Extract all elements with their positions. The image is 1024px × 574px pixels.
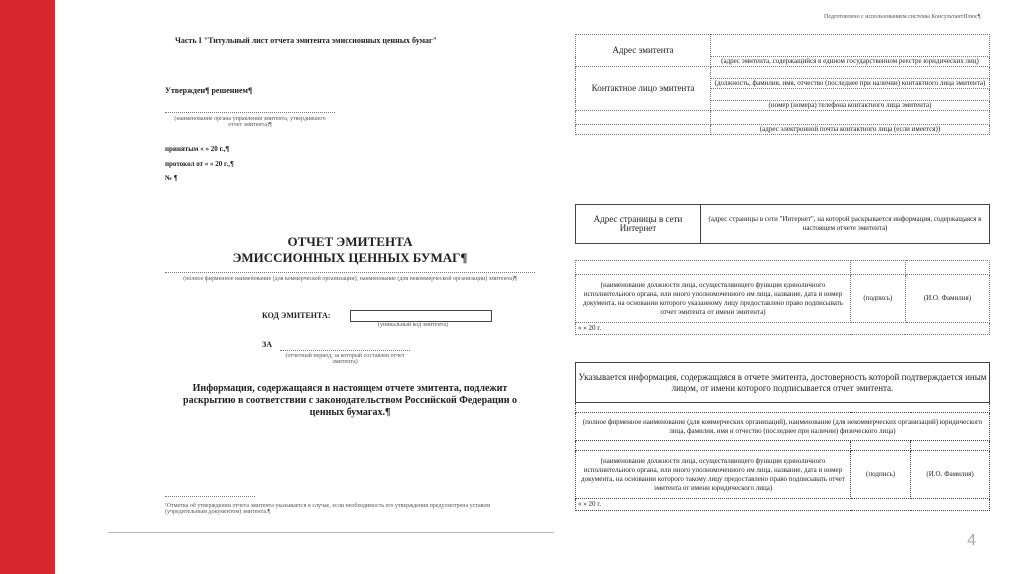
issuer-info-table bbox=[575, 34, 990, 135]
for-label: ЗА bbox=[262, 340, 272, 349]
name-hint-2: (И.О. Фамилия) bbox=[911, 451, 990, 499]
position-hint: (должность, фамилия, имя, отчество (последнее при наличии) контактного лица эмитента) bbox=[711, 79, 990, 89]
org-hint: (наименование органа управления эмитента, утвердившего отчет эмитента)¶ bbox=[174, 116, 326, 128]
phone-hint: (номер (номера) телефона контактного лица эмитента) bbox=[711, 101, 990, 111]
signature-table bbox=[575, 260, 990, 335]
page-number: 4 bbox=[967, 532, 976, 549]
address-value-cell bbox=[711, 35, 990, 57]
number-line: № ¶ bbox=[165, 174, 178, 182]
web-hint: (адрес страницы в сети "Интернет", на которой раскрывается информация, содержащаяся в настоящем отчете эмитента) bbox=[701, 205, 990, 244]
footnote-rule bbox=[165, 496, 255, 497]
date-line-2: « » 20 г. bbox=[576, 499, 990, 511]
header-note: Подготовлено с использованием системы КонсультантПлюс¶ bbox=[824, 14, 981, 20]
org-name-hint: (полное фирменное наименование (для коммерческих организаций), наименование (для некоммерческих организаций) юридического лица, фамилия, имя и отчество (последнее при наличии) физического лица) bbox=[576, 413, 990, 441]
approved-label: Утвержден¶ решением¶ bbox=[165, 86, 253, 95]
web-label: Адрес страницы в сети Интернет bbox=[576, 205, 701, 244]
signature-hint-2: (подпись) bbox=[851, 451, 911, 499]
web-table bbox=[575, 204, 990, 244]
org-name-cell bbox=[576, 403, 990, 413]
sign-position-cell-2 bbox=[576, 441, 851, 451]
code-field bbox=[350, 310, 492, 322]
protocol-line: протокол от « » 20 г.,¶ bbox=[165, 160, 234, 168]
red-side-bar bbox=[0, 0, 55, 574]
contact-label: Контактное лицо эмитента bbox=[576, 67, 711, 111]
sign-position-hint: (наименование должности лица, осуществляющего функции единоличного исполнительного органа, или иного уполномоченного им лица, название, дата и номер документа, на основании которого указанному лицу предоставлено право подписывать отчет эмитента от имени эмитента) bbox=[576, 275, 851, 323]
certify-text: Указывается информация, содержащаяся в отчете эмитента, достоверность которой подтверждается иным лицом, от имени которого подписывается отчет эмитента. bbox=[576, 363, 990, 403]
sign-position-hint-2: (наименование должности лица, осуществляющего функции единоличного исполнительного органа, или иного уполномоченного им лица, название, дата и номер документа, на основании которого такому лицу предоставлено право подписывать отчет эмитента от имени юридического лица) bbox=[576, 451, 851, 499]
name-cell-2 bbox=[911, 441, 990, 451]
date-line: « » 20 г. bbox=[576, 323, 990, 335]
address-label: Адрес эмитента bbox=[576, 35, 711, 67]
email-empty-cell bbox=[576, 111, 711, 125]
sign-cell bbox=[851, 261, 906, 275]
adopted-line: принятым « » 20 г.,¶ bbox=[165, 145, 230, 153]
org-line bbox=[165, 112, 335, 113]
certify-table bbox=[575, 362, 990, 511]
name-cell bbox=[905, 261, 989, 275]
disclosure-text: Информация, содержащаяся в настоящем отчете эмитента, подлежит раскрытию в соответствии с законодательством Российской Федерации о ценных бумагах.¶ bbox=[183, 383, 517, 418]
code-hint: (уникальный код эмитента) bbox=[378, 322, 449, 328]
footnote: ¹Отметка об утверждении отчета эмитента указывается в случае, если необходимость его утверждения предусмотрена уставом (учредительным документом) эмитента.¶ bbox=[165, 503, 491, 515]
part-title: Часть I "Титульный лист отчета эмитента эмиссионных ценных бумаг" bbox=[175, 36, 438, 45]
sign-position-cell bbox=[576, 261, 851, 275]
full-name-hint: (полное фирменное наименование (для коммерческой организации), наименование (для некоммерческой организации) эмитента)¶ bbox=[183, 276, 517, 282]
address-hint: (адрес эмитента, содержащийся в едином государственном реестре юридических лиц) bbox=[711, 57, 990, 67]
report-title-1: ОТЧЕТ ЭМИТЕНТА bbox=[287, 234, 413, 249]
page-rule bbox=[108, 532, 554, 533]
phone-cell bbox=[711, 89, 990, 101]
email-hint: (адрес электронной почты контактного лица (если имеется)) bbox=[711, 125, 990, 135]
email-cell bbox=[711, 111, 990, 125]
sign-cell-2 bbox=[851, 441, 911, 451]
position-cell bbox=[711, 67, 990, 79]
period-hint: (отчетный период, за который составлен отчет эмитента) bbox=[285, 353, 405, 365]
period-line bbox=[280, 350, 410, 351]
email-empty-cell-2 bbox=[576, 125, 711, 135]
signature-hint: (подпись) bbox=[851, 275, 906, 323]
report-title-2: ЭМИССИОННЫХ ЦЕННЫХ БУМАГ¶ bbox=[232, 250, 468, 265]
name-hint: (И.О. Фамилия) bbox=[905, 275, 989, 323]
code-label: КОД ЭМИТЕНТА: bbox=[262, 311, 331, 320]
name-line bbox=[165, 272, 535, 273]
